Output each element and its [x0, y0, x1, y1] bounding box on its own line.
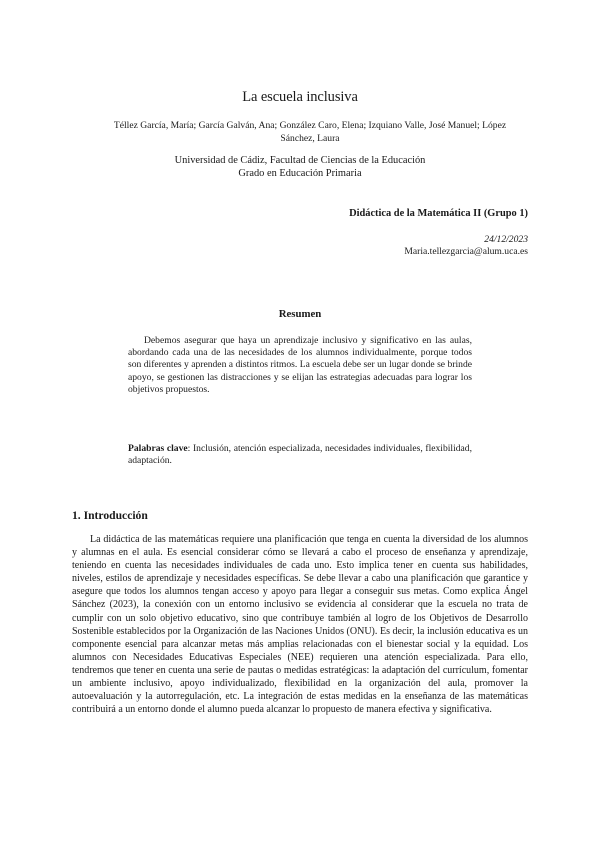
abstract-text: Debemos asegurar que haya un aprendizaje inclusivo y significativo en las aulas, abordando cada una de las necesidades de los alumnos individualmente, porque todos son diferentes y aprenden a distintos ritmos. La escuela debe ser un lugar donde se brinde apoyo, se gestionen las distracciones y se elijan las estrategias adecuadas para lograr los objetivos propuestos.: [128, 335, 472, 395]
introduction-paragraph: La didáctica de las matemáticas requiere una planificación que tenga en cuenta la diversidad de los alumnos y alumnas en el aula. Es esencial considerar cómo se llevará a cabo el proceso de enseñanza y aprendizaje, teniendo en cuenta las necesidades individuales de cada uno. Esto implica tener en cuenta sus habilidades, niveles, estilos de aprendizaje y necesidades específicas. Se debe llevar a cabo una planificación que garantice y asegure que todos los alumnos tengan acceso y apoyo para llegar a conseguir sus metas. Como explica Ángel Sánchez (2023), la conexión con un entorno inclusivo se evidencia al considerar que la escuela no trata de cumplir con un solo objetivo educativo, sino que contribuye también al logro de los Objetivos de Desarrollo Sostenible establecidos por la Organización de las Naciones Unidos (ONU). Es decir, la inclusión educativa es un componente esencial para alcanzar metas más amplias relacionadas con el bienestar social y la equidad. Los alumnos con Necesidades Educativas Especiales (NEE) requieren una atención especializada. Para ello, tendremos que tener en cuenta una serie de pautas o medidas estratégicas: la adaptación del currículum, fomentar un ambiente inclusivo, apoyo individualizado, flexibilidad en la organización del aula, promover la autoevaluación y la autorregulación, etc. La integración de estas medidas en la enseñanza de las matemáticas contribuirá a un entorno donde el alumno pueda alcanzar lo propuesto de manera efectiva y significativa.: [72, 534, 528, 716]
author-email: Maria.tellezgarcia@alum.uca.es: [404, 246, 528, 257]
course-name: Didáctica de la Matemática II (Grupo 1): [349, 208, 528, 219]
affiliation-degree: Grado en Educación Primaria: [238, 168, 362, 179]
keywords: [128, 443, 472, 467]
paper-date: 24/12/2023: [484, 234, 528, 245]
affiliation-institution: Universidad de Cádiz, Facultad de Ciencias de la Educación: [174, 155, 426, 166]
author-list: Téllez García, María; García Galván, Ana; González Caro, Elena; Izquiano Valle, José Manuel; López Sánchez, Laura: [113, 120, 507, 144]
paper-title: La escuela inclusiva: [242, 89, 358, 105]
abstract-heading: Resumen: [278, 308, 322, 320]
section-heading-introduction: 1. Introducción: [72, 509, 148, 522]
keywords-label: Palabras clave: [128, 443, 188, 454]
keywords-list: : Inclusión, atención especializada, necesidades individuales, flexibilidad, adaptación.: [128, 443, 472, 467]
affiliation: [0, 154, 600, 180]
